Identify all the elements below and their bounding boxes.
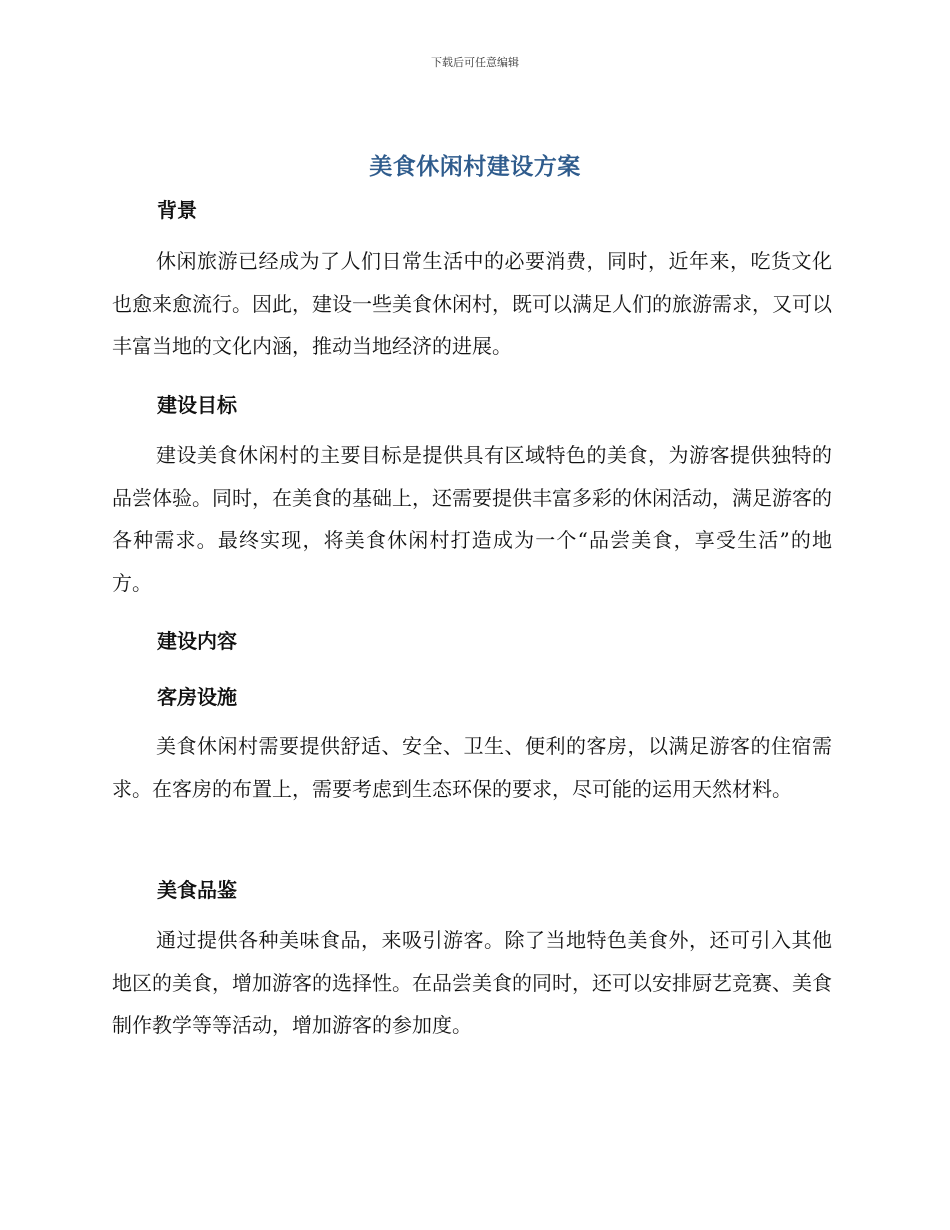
section-heading-content: 建设内容 [157, 629, 237, 653]
document-title: 美食休闲村建设方案 [369, 154, 581, 180]
subsection-heading-food: 美食品鉴 [157, 878, 237, 902]
section-heading-background: 背景 [157, 198, 197, 222]
paragraph-rooms: 美食休闲村需要提供舒适、安全、卫生、便利的客房，以满足游客的住宿需求。在客房的布置上，需要考虑到生态环保的要求，尽可能的运用天然材料。 [112, 734, 832, 801]
subsection-heading-rooms: 客房设施 [157, 685, 237, 709]
paragraph-background: 休闲旅游已经成为了人们日常生活中的必要消费，同时，近年来，吃货文化也愈来愈流行。因此，建设一些美食休闲村，既可以满足人们的旅游需求，又可以丰富当地的文化内涵，推动当地经济的进展。 [112, 249, 832, 358]
header-note: 下载后可任意编辑 [431, 56, 519, 69]
paragraph-goals: 建设美食休闲村的主要目标是提供具有区域特色的美食，为游客提供独特的品尝体验。同时，在美食的基础上，还需要提供丰富多彩的休闲活动，满足游客的各种需求。最终实现，将美食休闲村打造成为一个“品尝美食，享受生活”的地方。 [112, 443, 832, 595]
section-heading-goals: 建设目标 [157, 393, 237, 417]
paragraph-food: 通过提供各种美味食品，来吸引游客。除了当地特色美食外，还可引入其他地区的美食，增加游客的选择性。在品尝美食的同时，还可以安排厨艺竞赛、美食制作教学等等活动，增加游客的参加度。 [112, 928, 832, 1037]
